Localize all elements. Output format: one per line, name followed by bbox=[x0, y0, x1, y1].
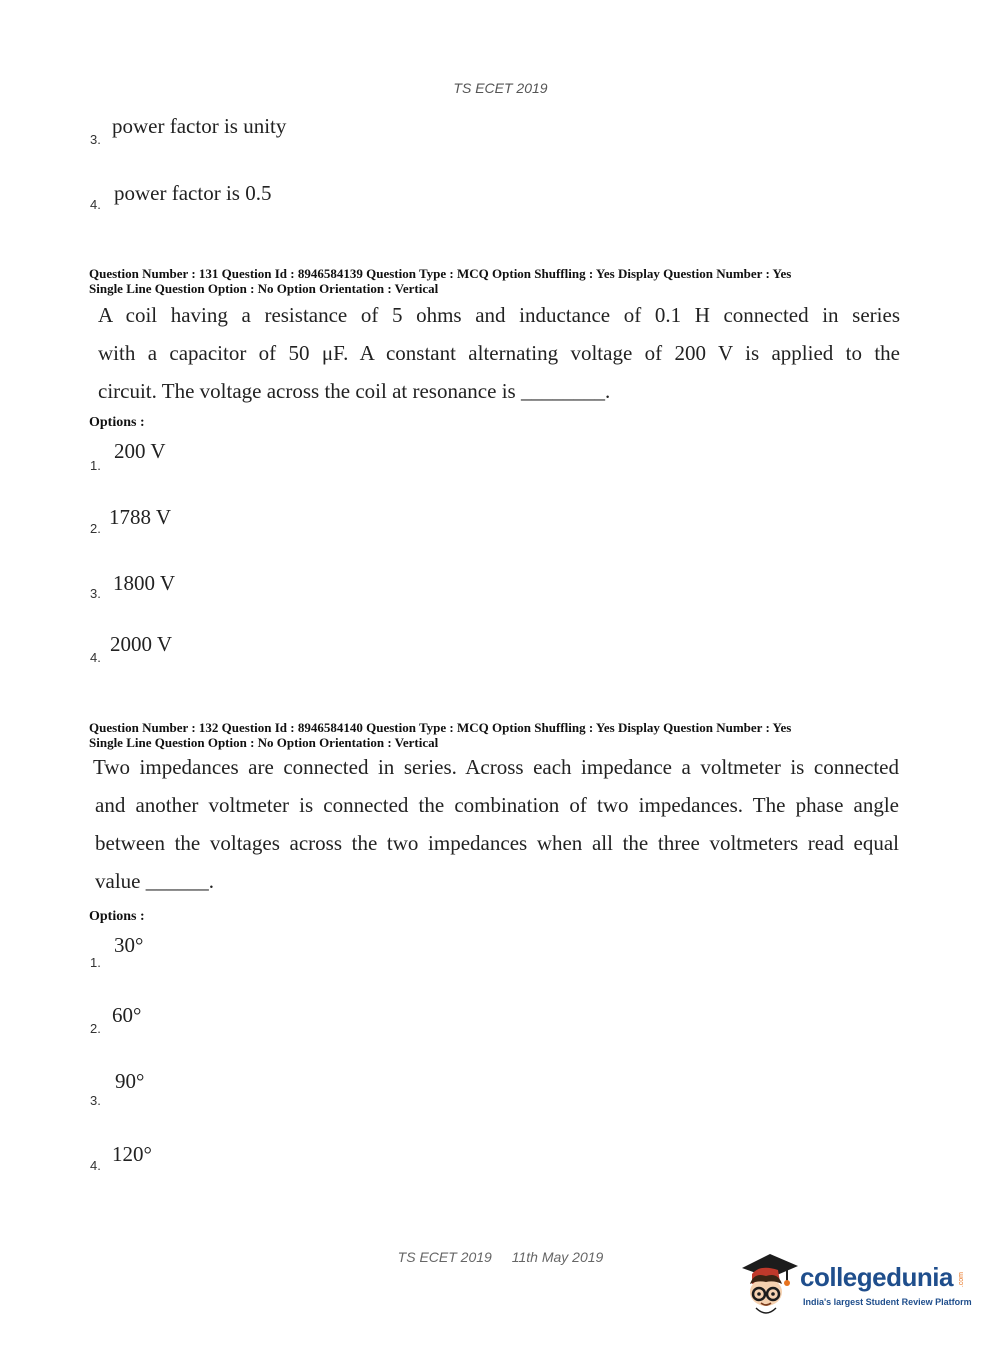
q132-option-2-text: 60° bbox=[112, 1003, 142, 1027]
prev-option-3-text: power factor is unity bbox=[112, 114, 287, 138]
collegedunia-brand: collegedunia bbox=[800, 1262, 953, 1292]
footer-date: 11th May 2019 bbox=[511, 1249, 604, 1265]
prev-option-4-text: power factor is 0.5 bbox=[114, 181, 272, 205]
q132-option-2-number: 2. bbox=[90, 1021, 101, 1036]
q131-option-4-text: 2000 V bbox=[110, 632, 173, 656]
q132-option-3-text: 90° bbox=[115, 1069, 145, 1093]
collegedunia-dotcom: .com bbox=[958, 1272, 965, 1288]
q132-option-3-number: 3. bbox=[90, 1093, 101, 1108]
q132-meta-line-1: Question Number : 132 Question Id : 8946584140 Question Type : MCQ Option Shuffling : Yes Display Question Number : Yes bbox=[89, 720, 792, 735]
q132-option-4-text: 120° bbox=[112, 1142, 152, 1166]
prev-option-4-number: 4. bbox=[90, 197, 101, 212]
q131-option-3-text: 1800 V bbox=[113, 571, 176, 595]
q131-option-1-text: 200 V bbox=[114, 439, 166, 463]
q131-text-line-3: circuit. The voltage across the coil at resonance is ________. bbox=[98, 379, 611, 403]
q132-option-4-number: 4. bbox=[90, 1158, 101, 1173]
q131-option-3-number: 3. bbox=[90, 586, 101, 601]
q131-option-2-number: 2. bbox=[90, 521, 101, 536]
q131-option-1-number: 1. bbox=[90, 458, 101, 473]
q131-options-label: Options : bbox=[89, 415, 145, 430]
q131-meta-line-1: Question Number : 131 Question Id : 8946584139 Question Type : MCQ Option Shuffling : Yes Display Question Number : Yes bbox=[89, 266, 792, 281]
q132-text-line-2: and another voltmeter is connected the combination of two impedances. The phase angle bbox=[95, 793, 899, 817]
q132-meta-line-2: Single Line Question Option : No Option Orientation : Vertical bbox=[89, 735, 439, 750]
q132-option-1-number: 1. bbox=[90, 955, 101, 970]
q132-option-1-text: 30° bbox=[114, 933, 144, 957]
q131-text-line-2: with a capacitor of 50 μF. A constant alternating voltage of 200 V is applied to the bbox=[98, 341, 900, 365]
q131-text-line-1: A coil having a resistance of 5 ohms and inductance of 0.1 H connected in series bbox=[98, 303, 900, 327]
prev-option-3-number: 3. bbox=[90, 132, 101, 147]
collegedunia-tagline: India's largest Student Review Platform bbox=[803, 1297, 972, 1307]
q132-options-label: Options : bbox=[89, 909, 145, 924]
q131-meta-line-2: Single Line Question Option : No Option Orientation : Vertical bbox=[89, 281, 439, 296]
q131-option-2-text: 1788 V bbox=[109, 505, 172, 529]
q132-text-line-4: value ______. bbox=[95, 869, 214, 893]
q132-text-line-3: between the voltages across the two impedances when all the three voltmeters read equal bbox=[95, 831, 899, 855]
q131-option-4-number: 4. bbox=[90, 650, 101, 665]
q132-text-line-1: Two impedances are connected in series. Across each impedance a voltmeter is connected bbox=[93, 755, 899, 779]
page-header-title: TS ECET 2019 bbox=[453, 80, 548, 96]
footer-exam: TS ECET 2019 bbox=[397, 1249, 492, 1265]
collegedunia-mascot-icon bbox=[740, 1248, 804, 1318]
